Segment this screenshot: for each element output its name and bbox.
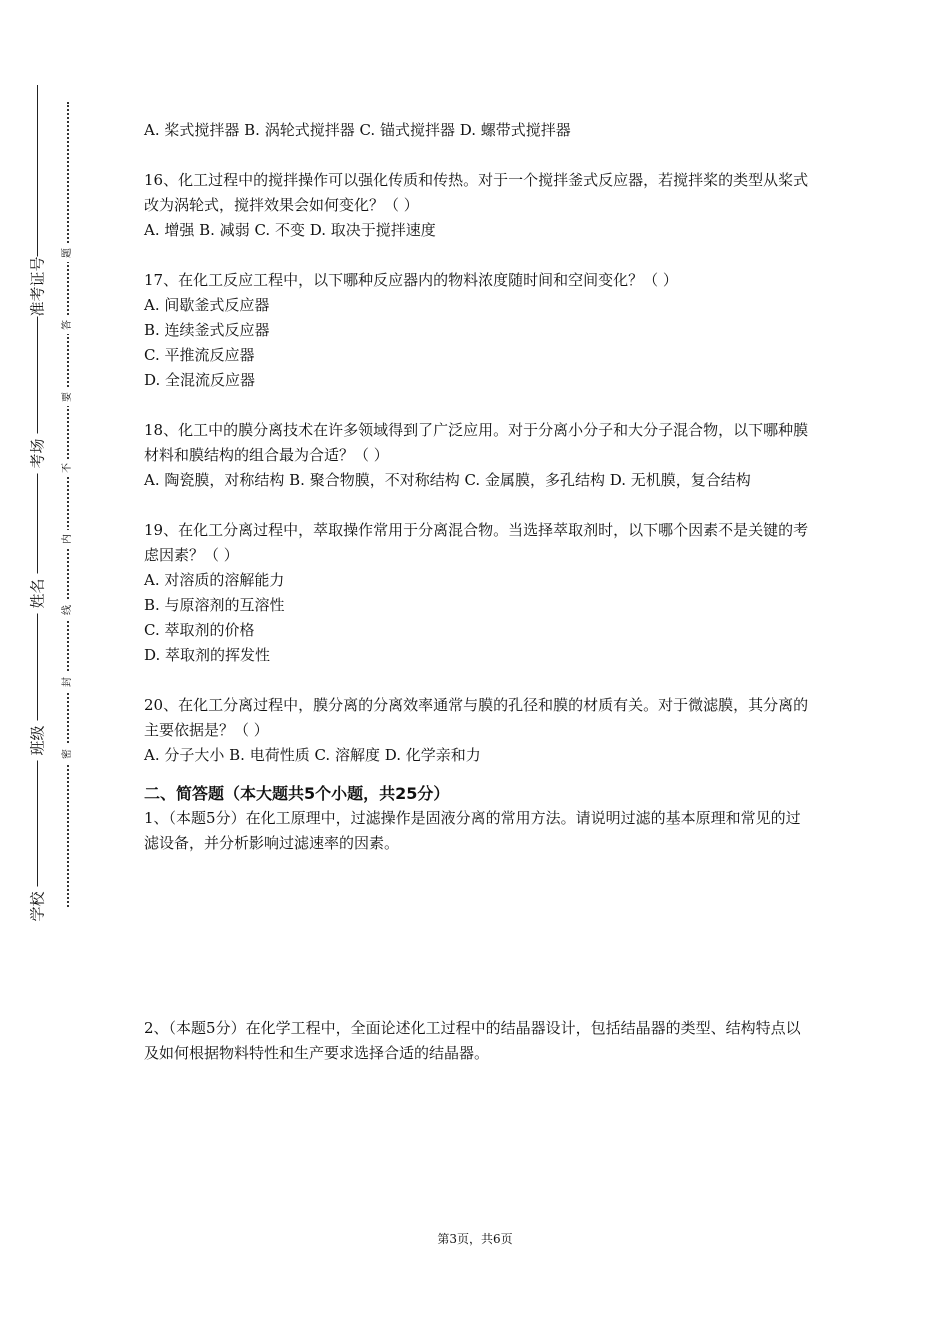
q16-options: A. 增强 B. 减弱 C. 不变 D. 取决于搅拌速度 — [144, 221, 436, 239]
seal-char: 线 — [62, 601, 74, 619]
q19-stem: 19、在化工分离过程中，萃取操作常用于分离混合物。当选择萃取剂时，以下哪个因素不是关键的考虑因素？（ ） — [144, 521, 809, 564]
field-room-label: 考场 — [27, 434, 48, 474]
section-title: 二、简答题（本大题共5个小题，共25分） — [144, 784, 450, 803]
q18-stem: 18、化工中的膜分离技术在许多领域得到了广泛应用。对于分离小分子和大分子混合物，以下哪种膜材料和膜结构的组合最为合适？（ ） — [144, 421, 809, 464]
seal-char: 题 — [62, 244, 74, 262]
q20-stem: 20、在化工分离过程中，膜分离的分离效率通常与膜的孔径和膜的材质有关。对于微滤膜，其分离的主要依据是？（ ） — [144, 696, 809, 739]
q19-option: B. 与原溶剂的互溶性 — [144, 596, 285, 614]
short-answer-1: 1、（本题5分）在化工原理中，过滤操作是固液分离的常用方法。请说明过滤的基本原理和常见的过滤设备，并分析影响过滤速率的因素。 — [144, 809, 801, 852]
q18-options: A. 陶瓷膜，对称结构 B. 聚合物膜，不对称结构 C. 金属膜，多孔结构 D. 无机膜，复合结构 — [144, 471, 751, 489]
page-footer: 第3页，共6页 — [437, 1232, 513, 1246]
binding-line — [37, 85, 38, 905]
q19-option: C. 萃取剂的价格 — [144, 621, 255, 639]
q20-options: A. 分子大小 B. 电荷性质 C. 溶解度 D. 化学亲和力 — [144, 746, 481, 764]
seal-char: 答 — [62, 316, 74, 334]
field-name-label: 姓名 — [27, 574, 48, 614]
seal-char: 密 — [62, 745, 74, 763]
seal-dotted-line — [67, 102, 69, 907]
exam-content — [144, 118, 810, 1066]
q15-options: A. 桨式搅拌器 B. 涡轮式搅拌器 C. 锚式搅拌器 D. 螺带式搅拌器 — [144, 121, 571, 139]
q17-stem: 17、在化工反应工程中，以下哪种反应器内的物料浓度随时间和空间变化？（ ） — [144, 271, 678, 289]
seal-char: 封 — [62, 673, 74, 691]
q17-option: D. 全混流反应器 — [144, 371, 256, 389]
q16-stem: 16、化工过程中的搅拌操作可以强化传质和传热。对于一个搅拌釜式反应器，若搅拌桨的类型从桨式改为涡轮式，搅拌效果会如何变化？（ ） — [144, 171, 809, 214]
seal-char: 内 — [62, 530, 74, 548]
q17-option: A. 间歇釜式反应器 — [144, 296, 270, 314]
field-school-label: 学校 — [27, 887, 48, 927]
short-answer-2: 2、（本题5分）在化学工程中，全面论述化工过程中的结晶器设计，包括结晶器的类型、结构特点以及如何根据物料特性和生产要求选择合适的结晶器。 — [144, 1019, 801, 1062]
q19-option: A. 对溶质的溶解能力 — [144, 571, 285, 589]
q17-option: B. 连续釜式反应器 — [144, 321, 270, 339]
field-exam-id-label: 准考证号 — [28, 256, 47, 317]
q19-option: D. 萃取剂的挥发性 — [144, 646, 271, 664]
field-class-label: 班级 — [27, 721, 48, 761]
seal-char: 不 — [62, 459, 74, 477]
q17-option: C. 平推流反应器 — [144, 346, 255, 364]
seal-char: 要 — [62, 388, 74, 406]
